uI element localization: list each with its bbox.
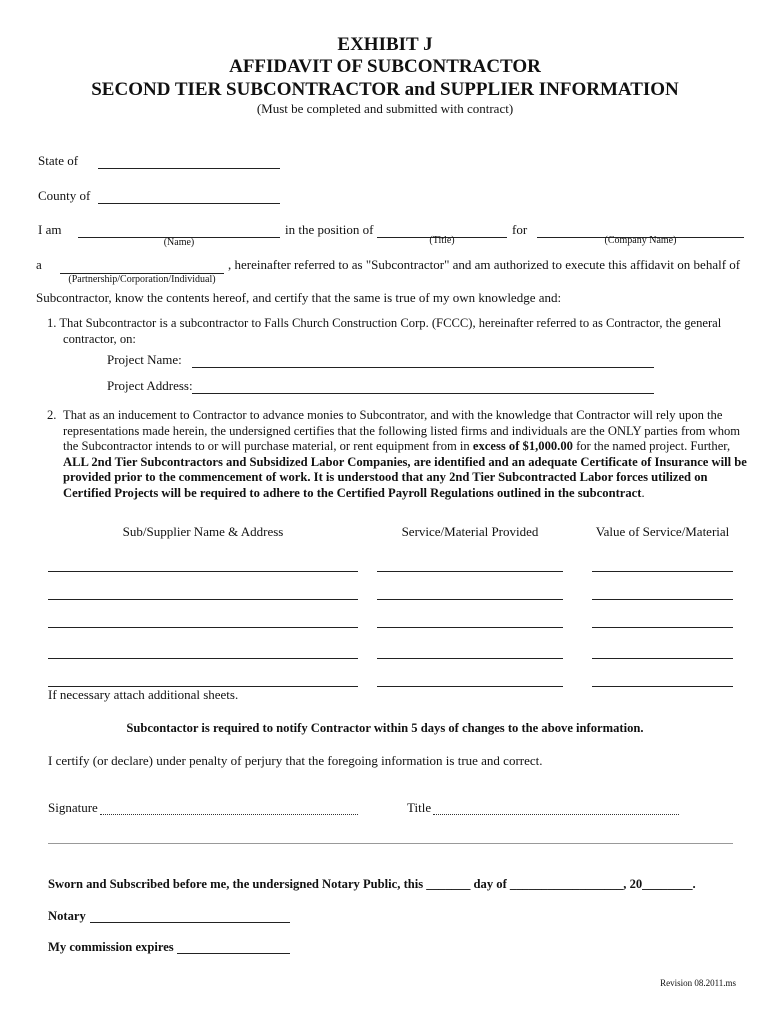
item2-paragraph: That as an inducement to Contractor to advance monies to Subcontrator, and with the knowledge that Contractor will rely upon the representations made herein, the undersigned certifies that the following listed firms and individuals are the ONLY parties from whom the Subcontractor intends to or will purchase material, or rent equipment from in excess of $1,000.00 for the named project. Further, ALL 2nd Tier Subcontractors and Subsidized Labor Companies, are identified and an adequate Certificate of Insurance will be provided prior to the commencement of work. It is understood that any 2nd Tier Subcontracted Labor forces utilized on Certified Projects will be required to adhere to the Certified Payroll Regulations outlined in the subcontract. [63,408,747,500]
row4-service-field[interactable] [377,658,563,659]
completion-note: (Must be completed and submitted with contract) [256,101,514,116]
row2-name-field[interactable] [48,599,358,600]
col-sub-supplier: Sub/Supplier Name & Address [122,524,284,539]
for-label: for [512,222,528,237]
entity-caption: (Partnership/Corporation/Individual) [68,274,216,285]
revision-note: Revision 08.2011.ms [660,978,736,988]
item1-line1: 1. That Subcontractor is a subcontractor to Falls Church Construction Corp. (FCCC), hereinafter referred to as Contractor, the general [47,316,722,330]
position-label: in the position of [285,222,374,237]
county-label: County of [38,188,91,203]
row1-value-field[interactable] [592,571,733,572]
certify-text: I certify (or declare) under penalty of perjury that the foregoing information is true and correct. [48,753,543,768]
i-am-label: I am [38,222,62,237]
row2-service-field[interactable] [377,599,563,600]
row3-service-field[interactable] [377,627,563,628]
row5-value-field[interactable] [592,686,733,687]
item1-line2: contractor, on: [63,332,136,346]
intro-text: Subcontractor, know the contents hereof, and certify that the same is true of my own knowledge and: [36,290,562,305]
project-address-field[interactable] [192,393,654,394]
exhibit-heading: EXHIBIT J [337,34,433,55]
notary-label: Notary [48,909,86,923]
commission-field[interactable] [177,953,290,954]
col-service-material: Service/Material Provided [401,524,539,539]
a-label: a [36,257,42,272]
row4-value-field[interactable] [592,658,733,659]
project-address-label: Project Address: [107,378,193,393]
project-name-field[interactable] [192,367,654,368]
notice-text: Subcontactor is required to notify Contractor within 5 days of changes to the above information. [126,721,644,735]
state-field[interactable] [98,168,280,169]
name-caption: (Name) [163,237,195,248]
project-name-label: Project Name: [107,352,182,367]
document-subtitle: SECOND TIER SUBCONTRACTOR and SUPPLIER INFORMATION [91,79,679,100]
col-value: Value of Service/Material [595,524,730,539]
notary-field[interactable] [90,922,290,923]
company-caption: (Company Name) [604,235,677,246]
row3-name-field[interactable] [48,627,358,628]
county-field[interactable] [98,203,280,204]
row1-service-field[interactable] [377,571,563,572]
signature-label: Signature [48,800,98,815]
row1-name-field[interactable] [48,571,358,572]
row2-value-field[interactable] [592,599,733,600]
title-caption: (Title) [429,235,455,246]
item2-number: 2. [47,408,57,422]
separator [48,843,733,844]
signature-field[interactable] [100,814,358,815]
row3-value-field[interactable] [592,627,733,628]
sworn-statement: Sworn and Subscribed before me, the undersigned Notary Public, this _______ day of __________________, 20________. [48,877,696,891]
title-signature-field[interactable] [433,814,679,815]
state-label: State of [38,153,79,168]
commission-label: My commission expires [48,940,174,954]
attach-note: If necessary attach additional sheets. [48,687,239,702]
row5-service-field[interactable] [377,686,563,687]
hereinafter-text: , hereinafter referred to as "Subcontractor" and am authorized to execute this affidavit on behalf of [228,257,741,272]
document-title: AFFIDAVIT OF SUBCONTRACTOR [229,56,541,77]
title-label: Title [407,800,432,815]
row4-name-field[interactable] [48,658,358,659]
